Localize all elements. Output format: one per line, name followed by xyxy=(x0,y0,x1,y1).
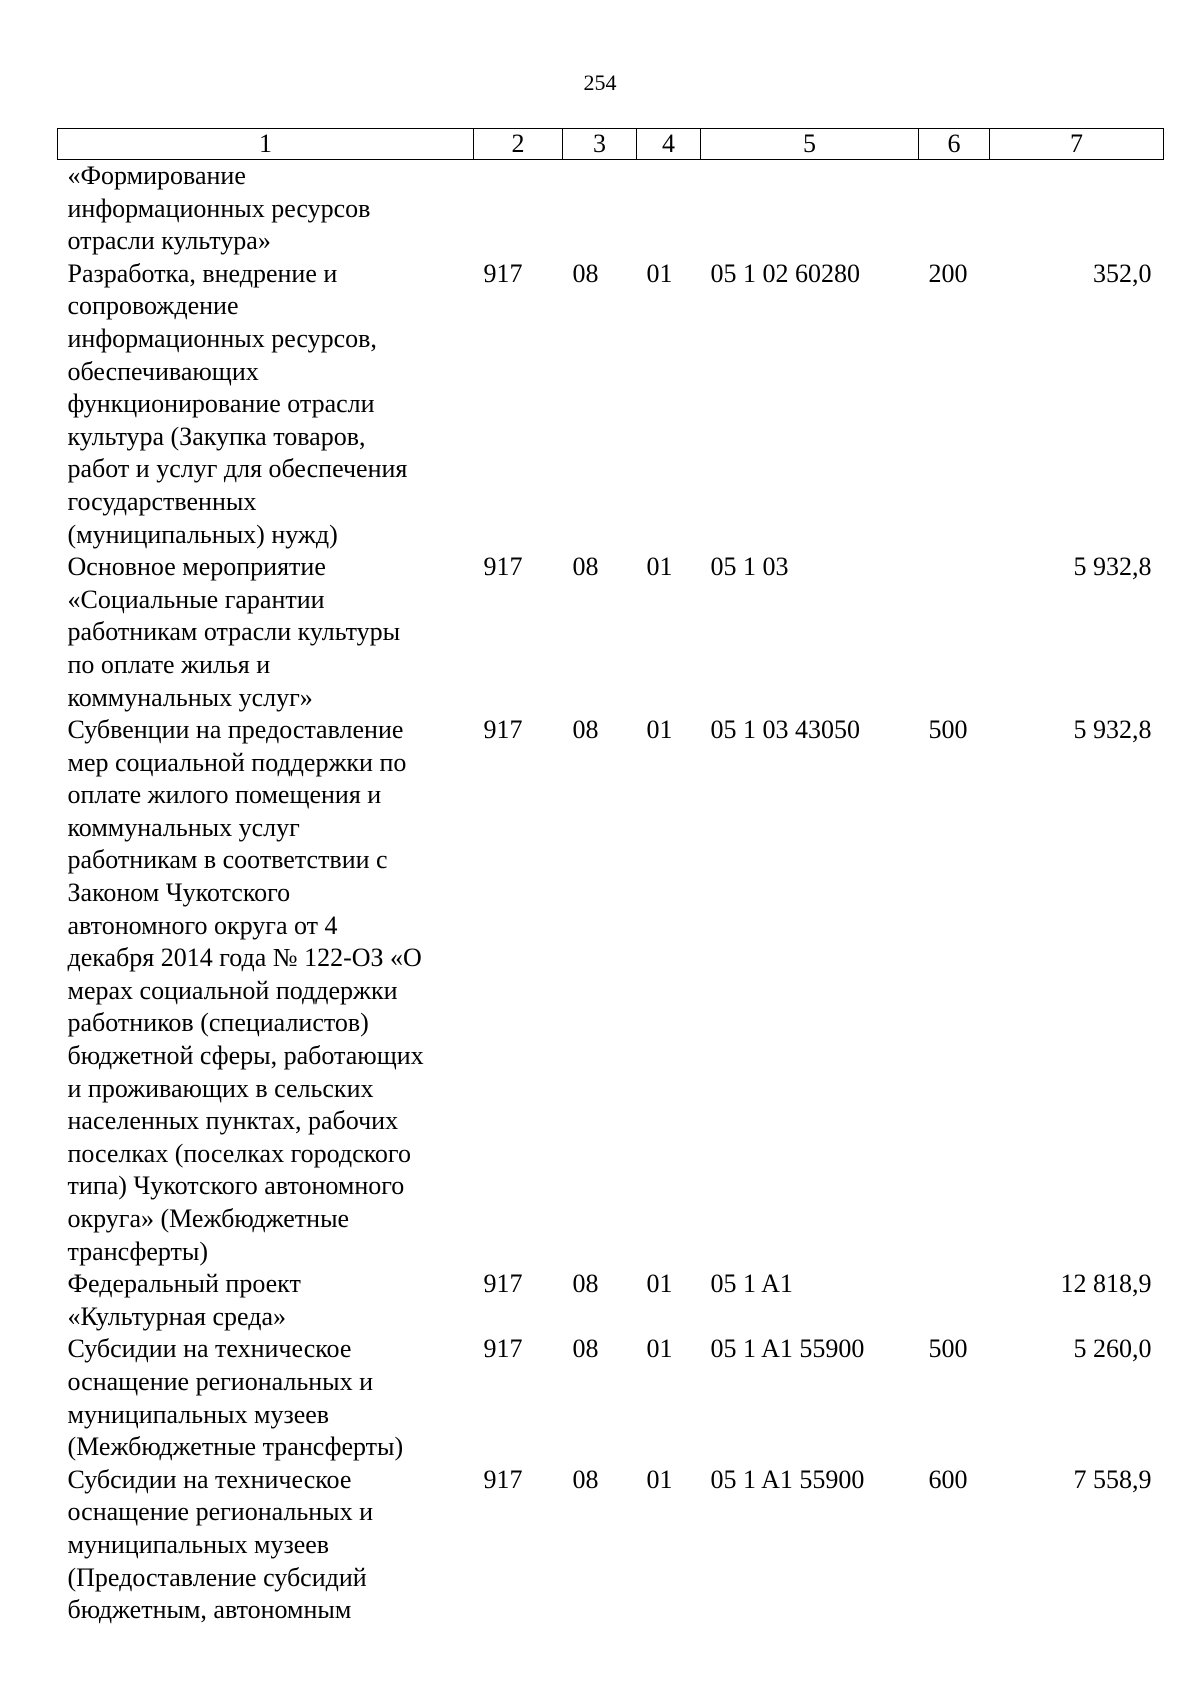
row-name-line: «Социальные гарантии xyxy=(67,584,325,614)
row-name-line: обеспечивающих xyxy=(67,356,259,386)
budget-table xyxy=(57,128,1164,1627)
expense-type-cell: 200 xyxy=(928,258,968,288)
row-name-line: Субвенции на предоставление xyxy=(67,715,404,745)
page-number: 254 xyxy=(583,70,617,95)
row-name-line: работникам в соответствии с xyxy=(67,845,388,875)
table-header xyxy=(58,129,1164,160)
admin-code-cell: 917 xyxy=(483,1464,523,1494)
column-header-7: 7 xyxy=(990,129,1164,160)
row-name-cell xyxy=(58,551,474,714)
amount-cell: 7 558,9 xyxy=(1073,1464,1152,1494)
column-header-3: 3 xyxy=(563,129,637,160)
row-name-line: по оплате жилья и xyxy=(67,649,271,679)
row-name-line: типа) Чукотского автономного xyxy=(67,1171,405,1201)
section-code-cell xyxy=(563,160,637,258)
row-name-line: государственных xyxy=(67,486,257,516)
amount-cell: 12 818,9 xyxy=(1060,1269,1152,1299)
row-name-line: трансферты) xyxy=(67,1236,209,1266)
target-article-cell: 05 1 A1 xyxy=(710,1269,793,1299)
row-name-line: сопровождение xyxy=(67,291,239,321)
section-code-cell: 08 xyxy=(572,1464,599,1494)
table-row xyxy=(58,551,1164,714)
column-header-2: 2 xyxy=(474,129,563,160)
expense-type-cell: 600 xyxy=(928,1464,968,1494)
row-name-cell xyxy=(58,258,474,551)
column-header-4: 4 xyxy=(637,129,701,160)
row-name-line: мерах социальной поддержки xyxy=(67,975,398,1005)
expense-type-cell: 500 xyxy=(928,1334,968,1364)
target-article-cell: 05 1 A1 55900 xyxy=(710,1464,865,1494)
amount-cell: 5 260,0 xyxy=(1073,1334,1152,1364)
row-name-line: автономного округа от 4 xyxy=(67,910,338,940)
row-name-line: муниципальных музеев xyxy=(67,1529,330,1559)
row-name-cell xyxy=(58,1333,474,1463)
section-code-cell: 08 xyxy=(572,1269,599,1299)
admin-code-cell: 917 xyxy=(483,552,523,582)
expense-type-cell xyxy=(919,160,990,258)
row-name-line: Федеральный проект xyxy=(67,1269,301,1299)
admin-code-cell: 917 xyxy=(483,1334,523,1364)
row-name-line: Основное мероприятие xyxy=(67,552,326,582)
admin-code-cell: 917 xyxy=(483,258,523,288)
table-row xyxy=(58,1268,1164,1333)
amount-cell: 5 932,8 xyxy=(1073,552,1152,582)
header-row xyxy=(58,129,1164,160)
subsection-code-cell: 01 xyxy=(646,552,673,582)
column-header-6: 6 xyxy=(919,129,990,160)
row-name-line: (Предоставление субсидий xyxy=(67,1562,367,1592)
row-name-line: Разработка, внедрение и xyxy=(67,258,338,288)
row-name-line: Субсидии на техническое xyxy=(67,1334,352,1364)
row-name-cell xyxy=(58,160,474,258)
row-name-line: и проживающих в сельских xyxy=(67,1073,374,1103)
table-row xyxy=(58,160,1164,258)
row-name-line: информационных ресурсов, xyxy=(67,323,377,353)
row-name-line: (Межбюджетные трансферты) xyxy=(67,1432,404,1462)
row-name-line: населенных пунктах, рабочих xyxy=(67,1106,399,1136)
row-name-line: Законом Чукотского xyxy=(67,878,291,908)
section-code-cell: 08 xyxy=(572,1334,599,1364)
row-name-line: бюджетным, автономным xyxy=(67,1595,352,1625)
row-name-line: поселках (поселках городского xyxy=(67,1138,411,1168)
amount-cell xyxy=(990,160,1164,258)
table-row xyxy=(58,258,1164,551)
row-name-line: «Культурная среда» xyxy=(67,1301,287,1331)
table-row xyxy=(58,1333,1164,1463)
subsection-code-cell: 01 xyxy=(646,1334,673,1364)
admin-code-cell: 917 xyxy=(483,1269,523,1299)
admin-code-cell xyxy=(474,160,563,258)
subsection-code-cell: 01 xyxy=(646,1464,673,1494)
target-article-cell: 05 1 A1 55900 xyxy=(710,1334,865,1364)
amount-cell: 352,0 xyxy=(1093,258,1152,288)
row-name-line: оснащение региональных и xyxy=(67,1366,373,1396)
target-article-cell: 05 1 02 60280 xyxy=(710,258,860,288)
row-name-line: декабря 2014 года № 122-ОЗ «О xyxy=(67,943,422,973)
row-name-cell xyxy=(58,1268,474,1333)
row-name-line: отрасли культура» xyxy=(67,226,271,256)
target-article-cell: 05 1 03 xyxy=(710,552,789,582)
row-name-line: оснащение региональных и xyxy=(67,1497,373,1527)
target-article-cell: 05 1 03 43050 xyxy=(710,715,860,745)
table-row xyxy=(58,714,1164,1268)
row-name-line: информационных ресурсов xyxy=(67,193,371,223)
row-name-line: округа» (Межбюджетные xyxy=(67,1204,350,1233)
expense-type-cell: 500 xyxy=(928,715,968,745)
section-code-cell: 08 xyxy=(572,552,599,582)
row-name-line: муниципальных музеев xyxy=(67,1399,330,1429)
expense-type-cell xyxy=(919,551,990,714)
table-row xyxy=(58,1464,1164,1627)
row-name-line: коммунальных услуг xyxy=(67,812,300,842)
row-name-line: работникам отрасли культуры xyxy=(67,617,401,647)
row-name-line: Субсидии на техническое xyxy=(67,1464,352,1494)
section-code-cell: 08 xyxy=(572,715,599,745)
row-name-cell xyxy=(58,714,474,1268)
row-name-line: бюджетной сферы, работающих xyxy=(67,1041,424,1071)
row-name-line: коммунальных услуг» xyxy=(67,682,313,712)
row-name-line: работ и услуг для обеспечения xyxy=(67,454,408,484)
subsection-code-cell: 01 xyxy=(646,1269,673,1299)
expense-type-cell xyxy=(919,1268,990,1333)
row-name-line: функционирование отрасли xyxy=(67,389,375,419)
column-header-5: 5 xyxy=(701,129,919,160)
row-name-line: работников (специалистов) xyxy=(67,1008,369,1038)
column-header-1: 1 xyxy=(58,129,474,160)
row-name-line: мер социальной поддержки по xyxy=(67,747,407,777)
section-code-cell: 08 xyxy=(572,258,599,288)
admin-code-cell: 917 xyxy=(483,715,523,745)
row-name-line: оплате жилого помещения и xyxy=(67,780,382,810)
subsection-code-cell: 01 xyxy=(646,258,673,288)
table-body xyxy=(58,160,1164,1627)
amount-cell: 5 932,8 xyxy=(1073,715,1152,745)
row-name-line: культура (Закупка товаров, xyxy=(67,421,366,451)
target-article-cell xyxy=(701,160,919,258)
row-name-cell xyxy=(58,1464,474,1627)
subsection-code-cell xyxy=(637,160,701,258)
row-name-line: «Формирование xyxy=(67,161,246,190)
subsection-code-cell: 01 xyxy=(646,715,673,745)
row-name-line: (муниципальных) нужд) xyxy=(67,519,338,549)
